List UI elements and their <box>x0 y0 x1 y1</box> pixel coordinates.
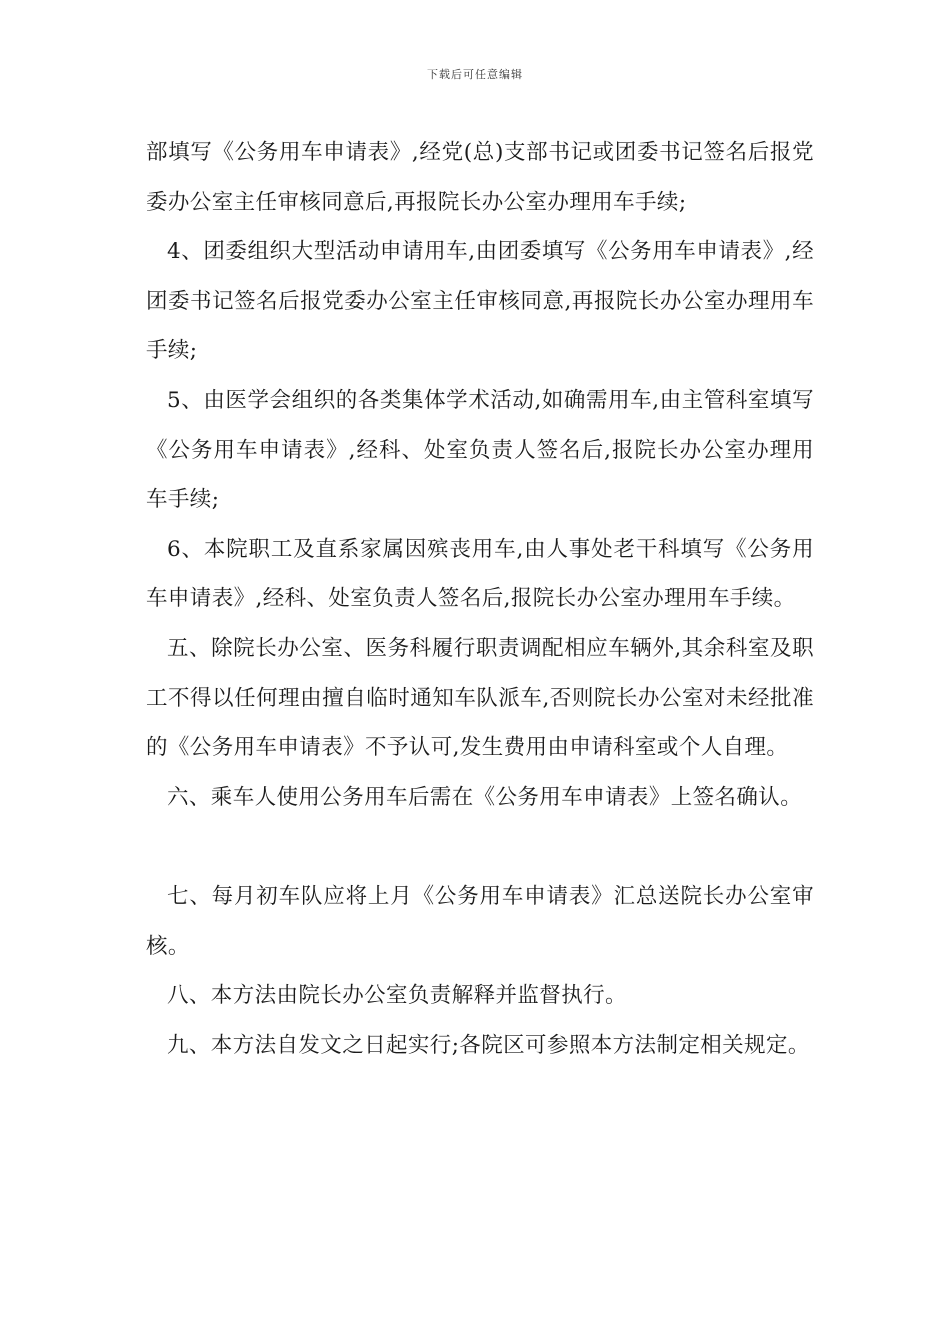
paragraph-continuation: 部填写《公务用车申请表》,经党(总)支部书记或团委书记签名后报党委办公室主任审核同意后,再报院长办公室办理用车手续; <box>146 140 814 215</box>
paragraph-section-8: 八、本方法由院长办公室负责解释并监督执行。 <box>167 983 627 1009</box>
paragraph-section-6: 六、乘车人使用公务用车后需在《公务用车申请表》上签名确认。 <box>167 784 803 810</box>
paragraph-section-7: 七、每月初车队应将上月《公务用车申请表》汇总送院长办公室审核。 <box>146 883 814 959</box>
paragraph-item-4: 4、团委组织大型活动申请用车,由团委填写《公务用车申请表》,经团委书记签名后报党委办公室主任审核同意,再报院长办公室办理用车手续; <box>146 239 814 364</box>
paragraph-item-6: 6、本院职工及直系家属因殡丧用车,由人事处老干科填写《公务用车申请表》,经科、处室负责人签名后,报院长办公室办理用车手续。 <box>146 536 814 612</box>
page-header-note: 下载后可任意编辑 <box>427 68 523 81</box>
paragraph-item-5: 5、由医学会组织的各类集体学术活动,如确需用车,由主管科室填写《公务用车申请表》,经科、处室负责人签名后,报院长办公室办理用车手续; <box>146 387 814 513</box>
paragraph-section-9: 九、本方法自发文之日起实行;各院区可参照本方法制定相关规定。 <box>167 1032 810 1058</box>
paragraph-section-5: 五、除院长办公室、医务科履行职责调配相应车辆外,其余科室及职工不得以任何理由擅自临时通知车队派车,否则院长办公室对未经批准的《公务用车申请表》不予认可,发生费用由申请科室或个人自理。 <box>146 635 814 761</box>
document-body <box>146 128 814 1070</box>
blank-line <box>146 822 814 872</box>
